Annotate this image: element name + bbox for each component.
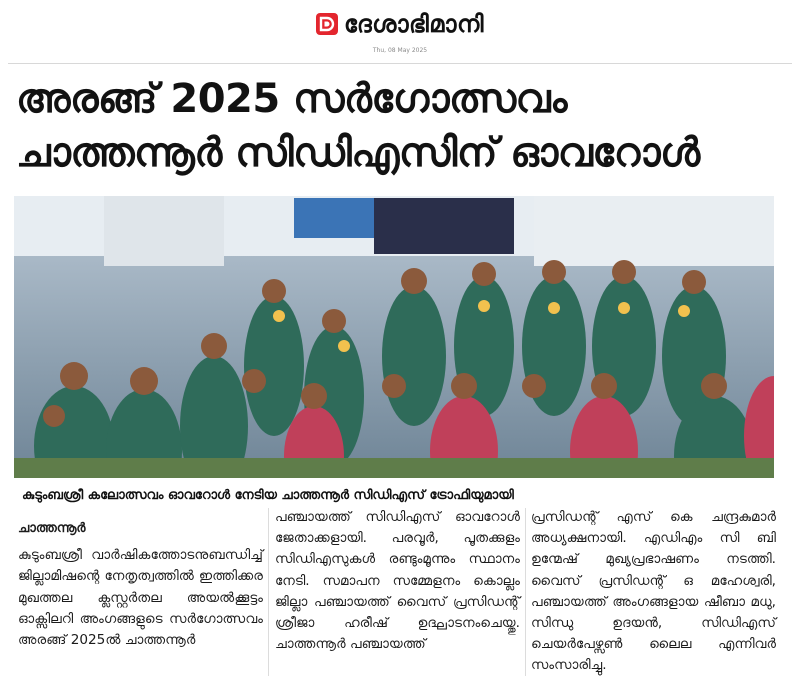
column-divider	[525, 508, 526, 676]
article-text-1: കുടുംബശ്രീ വാർഷികത്തോടനുബന്ധിച്ച് ജില്ലാമിഷന്റെ നേതൃത്വത്തിൽ ഇത്തിക്കര മുഖത്തല ക്ലസ്റ്റർതല അയൽക്കൂട്ടം ഓക്സിലറി അംഗങ്ങളുടെ സർഗോത്സവം അരങ്ങ് 2025ൽ ചാത്തന്നൂർ	[18, 547, 263, 649]
headline-line-1: അരങ്ങ് 2025 സർഗോത്സവം	[16, 76, 567, 122]
column-divider	[268, 508, 269, 676]
article-column-2	[275, 507, 520, 655]
brand-logo-icon	[316, 13, 338, 35]
article-column-3	[531, 507, 776, 677]
brand-row	[0, 10, 800, 38]
article-column-1	[18, 518, 263, 651]
photo-caption: കുടുംബശ്രീ കലോത്സവം ഓവറോൾ നേടിയ ചാത്തന്നൂർ സിഡിഎസ് ട്രോഫിയുമായി	[22, 488, 514, 503]
article-text-2: പഞ്ചായത്ത് സിഡിഎസ് ഓവറോൾ ജേതാക്കളായി. പരവൂർ, പൂതക്കുളം സിഡിഎസുകൾ രണ്ടുംമൂന്നും സ്ഥാനം നേടി. സമാപന സമ്മേളനം കൊല്ലം ജില്ലാ പഞ്ചായത്ത് വൈസ് പ്രസിഡന്റ് ശ്രീജാ ഹരീഷ് ഉദ്ഘാടനംചെയ്തു. ചാത്തന്നൂർ പഞ്ചായത്ത്	[275, 509, 520, 653]
masthead-divider	[8, 63, 792, 64]
headline-line-2: ചാത്തന്നൂർ സിഡിഎസിന് ഓവറോൾ	[16, 130, 700, 176]
article-dateline: ചാത്തന്നൂർ	[18, 521, 86, 536]
news-photo	[14, 196, 774, 478]
brand-name[interactable]: ദേശാഭിമാനി	[344, 10, 484, 38]
masthead	[0, 0, 800, 62]
edition-date: Thu, 08 May 2025	[372, 47, 428, 54]
article-text-3: പ്രസിഡന്റ് എസ് കെ ചന്ദ്രകുമാർ അധ്യക്ഷനായി. എഡിഎം സി ബി ഉന്മേഷ് മുഖ്യപ്രഭാഷണം നടത്തി. വൈസ് പ്രസിഡന്റ് ഒ മഹേശ്വരി, പഞ്ചായത്ത് അംഗങ്ങളായ ഷീബാ മധു, സിന്ധു ഉദയൻ, സിഡിഎസ് ചെയർപേഴ്സൺ ലൈല എന്നിവർ സംസാരിച്ചു.	[531, 509, 776, 674]
